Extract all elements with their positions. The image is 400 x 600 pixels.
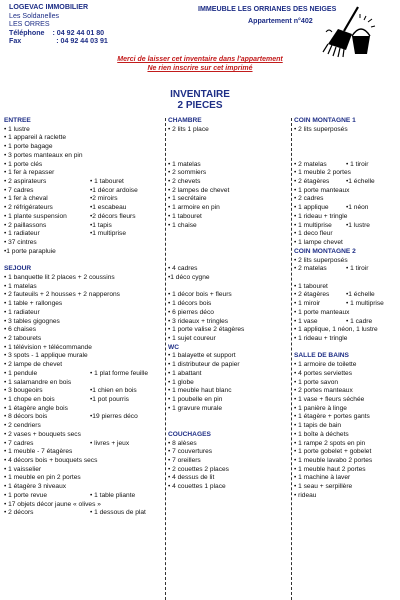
item-text-secondary: •1 tapis — [90, 221, 112, 229]
item-text: • 2 couettes 2 places — [168, 465, 229, 473]
item-text: • 1 secrétaire — [168, 195, 207, 203]
fax-number: : 04 92 44 03 91 — [56, 37, 108, 46]
item-text: • 3 spots - 1 applique murale — [4, 352, 88, 360]
item-text: • 1 porte manteaux — [294, 308, 350, 316]
item-text: • 1 poubelle en pin — [168, 396, 223, 403]
item-text: • 7 cadres — [4, 439, 34, 447]
warning-notice — [80, 55, 320, 73]
item-text: • 1 multiprise — [294, 221, 332, 229]
inventory-item — [4, 309, 162, 318]
inventory-item — [4, 335, 162, 344]
inventory-item — [294, 195, 398, 204]
item-text-secondary: •1 escabeau — [90, 204, 127, 212]
item-text-secondary: • livres + jeux — [90, 439, 130, 447]
inventory-item — [294, 239, 398, 248]
inventory-item — [294, 492, 398, 501]
phone-label: Téléphone — [9, 28, 45, 37]
item-text: •1 déco cygne — [168, 273, 210, 281]
warning-line-1: Merci de laisser cet inventaire dans l'appartement — [117, 56, 283, 63]
inventory-item — [294, 178, 398, 187]
blank-line — [294, 143, 398, 152]
item-text: • 2 matelas — [294, 160, 327, 168]
inventory-item — [4, 361, 162, 370]
inventory-item — [168, 326, 290, 335]
inventory-item — [168, 466, 290, 475]
phone-number: : 04 92 44 01 80 — [52, 28, 105, 37]
item-text: • 2 lampe de chevet — [4, 361, 63, 369]
inventory-item — [294, 213, 398, 222]
inventory-item — [294, 379, 398, 388]
blank-line — [294, 134, 398, 143]
inventory-item — [168, 265, 290, 274]
blank-line — [168, 134, 290, 143]
item-text: • 3 bougeoirs — [4, 387, 43, 395]
item-text: • 1 matelas — [168, 160, 201, 168]
item-text: • 1 tabouret — [168, 212, 202, 220]
inventory-item — [4, 204, 162, 213]
inventory-item — [294, 387, 398, 396]
inventory-item — [4, 126, 162, 135]
item-text: • 1 rideau + tringle — [294, 212, 348, 220]
item-text: • 1 porte gobelet + gobelet — [294, 448, 372, 456]
item-text: • 2 étagères — [294, 291, 330, 299]
item-text: • 1 sujet coureur — [168, 334, 216, 342]
item-text: • 1 globe — [168, 378, 194, 386]
item-text-secondary: •19 pierres déco — [90, 413, 138, 421]
inventory-item — [4, 448, 162, 457]
item-text: • 3 portes manteaux en pin — [4, 151, 83, 159]
item-text: • 4 dessus de lit — [168, 474, 215, 482]
inventory-item — [4, 466, 162, 475]
inventory-item — [294, 283, 398, 292]
item-text-secondary: •1 multiprise — [90, 230, 127, 238]
item-text: • 2 aspirateurs — [4, 178, 47, 186]
inventory-item — [294, 187, 398, 196]
item-text: • 1 fer à cheval — [4, 195, 48, 203]
inventory-item — [168, 309, 290, 318]
item-text-secondary: •1 pot pourris — [90, 396, 129, 403]
item-text-secondary: •1 lustre — [346, 221, 370, 229]
inventory-item — [4, 178, 162, 187]
item-text: • 1 meuble en pin 2 portes — [4, 474, 81, 482]
item-text: • 1 armoire en pin — [168, 204, 220, 212]
inventory-item — [4, 431, 162, 440]
inventory-item — [294, 230, 398, 239]
item-text: • 1 tabouret — [294, 282, 328, 290]
item-text: • 1 banquette lit 2 places + 2 coussins — [4, 273, 115, 281]
inventory-item — [4, 387, 162, 396]
inventory-item — [4, 352, 162, 361]
inventory-item — [168, 126, 290, 135]
blank-line — [168, 230, 290, 239]
inventory-item — [168, 335, 290, 344]
item-text: • 1 radiateur — [4, 308, 40, 316]
item-text: • 3 tables gigognes — [4, 317, 60, 325]
item-text: • 37 cintres — [4, 239, 37, 247]
item-text: • 1 salamandre en bois — [4, 378, 72, 386]
item-text: • 1 radiateur — [4, 230, 40, 238]
inventory-item — [168, 405, 290, 414]
item-text-secondary: • 1 multiprise — [346, 300, 384, 308]
item-text: • 1 gravure murale — [168, 404, 222, 412]
item-text: • rideau — [294, 491, 317, 499]
item-text-secondary: • 1 table pliante — [90, 491, 136, 499]
item-text-secondary: •2 miroirs — [90, 195, 118, 203]
building-name: IMMEUBLE LES ORRIANES DES NEIGES — [198, 5, 337, 13]
title-line-2: 2 PIECES — [177, 100, 223, 111]
broom-and-bucket-icon — [318, 4, 378, 63]
blank-line — [168, 257, 290, 266]
item-text: • 1 plante suspension — [4, 212, 67, 220]
inventory-item — [168, 352, 290, 361]
item-text: • 1 applique — [294, 204, 329, 212]
inventory-item — [168, 440, 290, 449]
item-text: • 1 appareil à raclette — [4, 134, 67, 142]
inventory-item — [4, 248, 162, 257]
blank-line — [168, 239, 290, 248]
inventory-item — [168, 178, 290, 187]
blank-line — [168, 152, 290, 161]
item-text: • 2 lits 1 place — [168, 125, 209, 133]
agency-contact-block — [9, 3, 108, 46]
inventory-item — [4, 457, 162, 466]
item-text: • 1 meuble - 7 étagères — [4, 448, 73, 456]
item-text: • 8 décors bois — [4, 413, 48, 421]
inventory-item — [294, 126, 398, 135]
inventory-item — [294, 169, 398, 178]
inventory-column-3 — [294, 117, 398, 501]
warning-line-2: Ne rien inscrire sur cet imprimé — [147, 65, 253, 72]
item-text: • 1 machine à laver — [294, 474, 351, 482]
inventory-item — [294, 318, 398, 327]
inventory-item — [294, 440, 398, 449]
inventory-item — [4, 474, 162, 483]
inventory-item — [4, 370, 162, 379]
inventory-item — [4, 440, 162, 449]
item-text: • 1 porte revue — [4, 491, 47, 499]
item-text: • 1 vase + fleurs séchée — [294, 396, 365, 403]
inventory-item — [4, 283, 162, 292]
item-text: • 2 réfrigérateurs — [4, 204, 53, 212]
item-text: • 1 distributeur de papier — [168, 361, 240, 369]
inventory-item — [294, 335, 398, 344]
item-text: • 1 porte savon — [294, 378, 339, 386]
blank-line — [168, 422, 290, 431]
item-text: • 6 chaises — [4, 326, 36, 334]
inventory-item — [294, 422, 398, 431]
inventory-item — [168, 195, 290, 204]
inventory-item — [4, 492, 162, 501]
item-text: • 1 lustre — [4, 125, 30, 133]
item-text: • 2 fauteuils + 2 housses + 2 napperons — [4, 291, 120, 299]
section-heading: WC — [168, 343, 179, 351]
item-text: • 1 rampe 2 spots en pin — [294, 439, 366, 447]
inventory-item — [294, 204, 398, 213]
item-text: • 1 pendule — [4, 369, 38, 377]
section-heading: SALLE DE BAINS — [294, 352, 349, 360]
item-text: • 1 étagère angle bois — [4, 404, 68, 412]
item-text-secondary: •1 échelle — [346, 291, 375, 299]
item-text: • 1 table + rallonges — [4, 300, 63, 308]
item-text: • 1 chope en bois — [4, 396, 55, 403]
item-text: • 2 étagères — [294, 178, 330, 186]
item-text: • 2 sommiers — [168, 169, 207, 177]
fax-label: Fax — [9, 37, 22, 46]
item-text: • 6 pierres déco — [168, 308, 214, 316]
inventory-item — [168, 291, 290, 300]
company-name: LOGEVAC IMMOBILIER — [9, 3, 89, 11]
inventory-column-2 — [168, 117, 290, 492]
item-text: • 2 portes manteaux — [294, 387, 353, 395]
agency-city: LES ORRES — [9, 20, 50, 29]
item-text: • 1 étagère 3 niveaux — [4, 483, 67, 491]
item-text: • 4 cadres — [168, 265, 198, 273]
item-text: • 4 couettes 1 place — [168, 483, 226, 491]
item-text-secondary: • 1 plat forme feuille — [90, 369, 149, 377]
inventory-item — [294, 474, 398, 483]
inventory-item — [4, 300, 162, 309]
item-text: • 1 seau + serpillère — [294, 483, 353, 491]
inventory-item — [294, 265, 398, 274]
item-text: • 1 décors bois — [168, 300, 212, 308]
inventory-item — [294, 161, 398, 170]
item-text: • 1 boîte à déchets — [294, 430, 349, 438]
item-text: • 1 étagère + portes gants — [294, 413, 370, 421]
item-text: • 1 meuble haut blanc — [168, 387, 232, 395]
item-text: • 1 matelas — [4, 282, 37, 290]
section-heading: CHAMBRE — [168, 117, 202, 124]
inventory-item — [4, 169, 162, 178]
item-text: • 17 objets décor jaune « olives » — [4, 500, 101, 508]
blank-line — [168, 143, 290, 152]
item-text: • 2 lits superposés — [294, 125, 348, 133]
blank-line — [294, 344, 398, 353]
blank-line — [294, 152, 398, 161]
apartment-number: Appartement n°402 — [248, 17, 313, 25]
inventory-item — [294, 405, 398, 414]
item-text: • 1 deco fleur — [294, 230, 333, 238]
item-text-secondary: • 1 dessous de plat — [90, 509, 146, 517]
inventory-item — [294, 361, 398, 370]
column-divider — [165, 118, 166, 600]
inventory-item — [4, 213, 162, 222]
inventory-item — [168, 474, 290, 483]
item-text: • 1 miroir — [294, 300, 321, 308]
inventory-item — [168, 457, 290, 466]
item-text: • 2 tabourets — [4, 334, 42, 342]
item-text: • 7 cadres — [4, 186, 34, 194]
inventory-item — [168, 396, 290, 405]
inventory-item — [294, 309, 398, 318]
inventory-item — [4, 379, 162, 388]
item-text: • 1 applique, 1 néon, 1 lustre — [294, 326, 378, 334]
inventory-item — [168, 222, 290, 231]
inventory-item — [4, 143, 162, 152]
inventory-item — [294, 222, 398, 231]
title-line-1: INVENTAIRE — [170, 89, 230, 100]
blank-line — [168, 413, 290, 422]
item-text-secondary: •1 néon — [346, 204, 369, 212]
inventory-item — [294, 483, 398, 492]
inventory-item — [4, 413, 162, 422]
blank-line — [4, 257, 162, 266]
item-text: • 1 chaise — [168, 221, 197, 229]
item-text: • 1 panière à linge — [294, 404, 347, 412]
item-text-secondary: • 1 tabouret — [90, 178, 124, 186]
phone-line — [9, 29, 108, 38]
item-text: • 1 porte manteaux — [294, 186, 350, 194]
item-text: • 2 cadres — [294, 195, 324, 203]
item-text-secondary: •1 chien en bois — [90, 387, 137, 395]
item-text: • 1 balayette et support — [168, 352, 236, 360]
inventory-item — [294, 291, 398, 300]
inventory-item — [4, 344, 162, 353]
agency-street: Les Soldanelles — [9, 11, 60, 20]
item-text: • 1 meuble 2 portes — [294, 169, 351, 177]
inventory-item — [294, 370, 398, 379]
item-text: • 1 meuble lavabo 2 portes — [294, 457, 373, 465]
item-text: • 1 rideau + tringle — [294, 334, 348, 342]
item-text-secondary: • 1 tiroir — [346, 265, 369, 273]
blank-line — [168, 248, 290, 257]
blank-line — [294, 274, 398, 283]
inventory-item — [4, 161, 162, 170]
item-text-secondary: •1 échelle — [346, 178, 375, 186]
item-text: • 1 abattant — [168, 369, 202, 377]
inventory-item — [294, 448, 398, 457]
inventory-item — [4, 396, 162, 405]
item-text: •1 porte parapluie — [4, 247, 56, 255]
item-text-secondary: •1 décor ardoise — [90, 186, 138, 194]
item-text-secondary: • 1 cadre — [346, 317, 373, 325]
inventory-item — [4, 405, 162, 414]
inventory-item — [168, 204, 290, 213]
inventory-item — [294, 413, 398, 422]
item-text: • 8 alèses — [168, 439, 197, 447]
inventory-item — [168, 187, 290, 196]
item-text: • 3 rideaux + tringles — [168, 317, 229, 325]
item-text: • 2 matelas — [294, 265, 327, 273]
item-text: • 2 lampes de chevet — [168, 186, 230, 194]
inventory-item — [4, 501, 162, 510]
item-text: • 7 couvertures — [168, 448, 213, 456]
inventory-item — [4, 318, 162, 327]
item-text: • 4 portes serviettes — [294, 369, 353, 377]
item-text: • 2 paillassons — [4, 221, 47, 229]
item-text: • 1 télévision + télécommande — [4, 343, 92, 351]
section-heading: SEJOUR — [4, 265, 32, 273]
item-text-secondary: •2 décors fleurs — [90, 212, 136, 220]
inventory-item — [168, 318, 290, 327]
section-heading: COIN MONTAGNE 1 — [294, 117, 356, 124]
section-heading: COUCHAGES — [168, 430, 211, 438]
item-text: • 1 décor bois + fleurs — [168, 291, 232, 299]
item-text: • 2 chevets — [168, 178, 201, 186]
item-text: • 1 tapis de bain — [294, 422, 342, 430]
inventory-item — [4, 326, 162, 335]
column-divider — [291, 118, 292, 600]
inventory-item — [294, 466, 398, 475]
item-text: • 1 vaisselier — [4, 465, 42, 473]
item-text: • 1 porte clés — [4, 160, 43, 168]
inventory-item — [168, 169, 290, 178]
inventory-item — [4, 239, 162, 248]
inventory-item — [4, 187, 162, 196]
item-text: • 4 décors bois + bouquets secs — [4, 457, 98, 465]
inventory-item — [168, 213, 290, 222]
item-text: • 1 meuble haut 2 portes — [294, 465, 366, 473]
inventory-item — [4, 152, 162, 161]
item-text: • 1 porte valise 2 étagères — [168, 326, 245, 334]
item-text: • 1 fer à repasser — [4, 169, 55, 177]
item-text: • 1 armoire de toilette — [294, 361, 357, 369]
item-text: • 1 lampe chevet — [294, 239, 343, 247]
inventory-item — [294, 257, 398, 266]
inventory-item — [168, 370, 290, 379]
inventory-item — [168, 161, 290, 170]
inventory-item — [4, 422, 162, 431]
inventory-item — [294, 300, 398, 309]
section-heading: ENTREE — [4, 117, 31, 124]
inventory-item — [4, 509, 162, 518]
inventory-item — [4, 134, 162, 143]
item-text: • 7 oreillers — [168, 457, 201, 465]
item-text: • 2 vases + bouquets secs — [4, 430, 81, 438]
page-title — [100, 89, 300, 111]
inventory-item — [168, 361, 290, 370]
inventory-item — [168, 448, 290, 457]
inventory-item — [168, 274, 290, 283]
inventory-item — [4, 195, 162, 204]
item-text: • 1 porte bagage — [4, 143, 53, 151]
inventory-item — [168, 379, 290, 388]
inventory-item — [168, 387, 290, 396]
inventory-item — [4, 230, 162, 239]
inventory-item — [294, 326, 398, 335]
inventory-item — [4, 483, 162, 492]
item-text: • 2 lits superposés — [294, 256, 348, 264]
inventory-item — [4, 274, 162, 283]
inventory-item — [168, 483, 290, 492]
inventory-item — [4, 222, 162, 231]
section-heading: COIN MONTAGNE 2 — [294, 247, 356, 255]
item-text: • 2 décors — [4, 509, 34, 517]
inventory-column-1 — [4, 117, 162, 518]
inventory-item — [294, 431, 398, 440]
item-text-secondary: • 1 tiroir — [346, 160, 369, 168]
inventory-item — [168, 300, 290, 309]
inventory-item — [4, 291, 162, 300]
item-text: • 1 vase — [294, 317, 318, 325]
blank-line — [168, 283, 290, 292]
inventory-item — [294, 457, 398, 466]
item-text: • 2 cendriers — [4, 422, 41, 430]
fax-line — [9, 37, 108, 46]
inventory-item — [294, 396, 398, 405]
